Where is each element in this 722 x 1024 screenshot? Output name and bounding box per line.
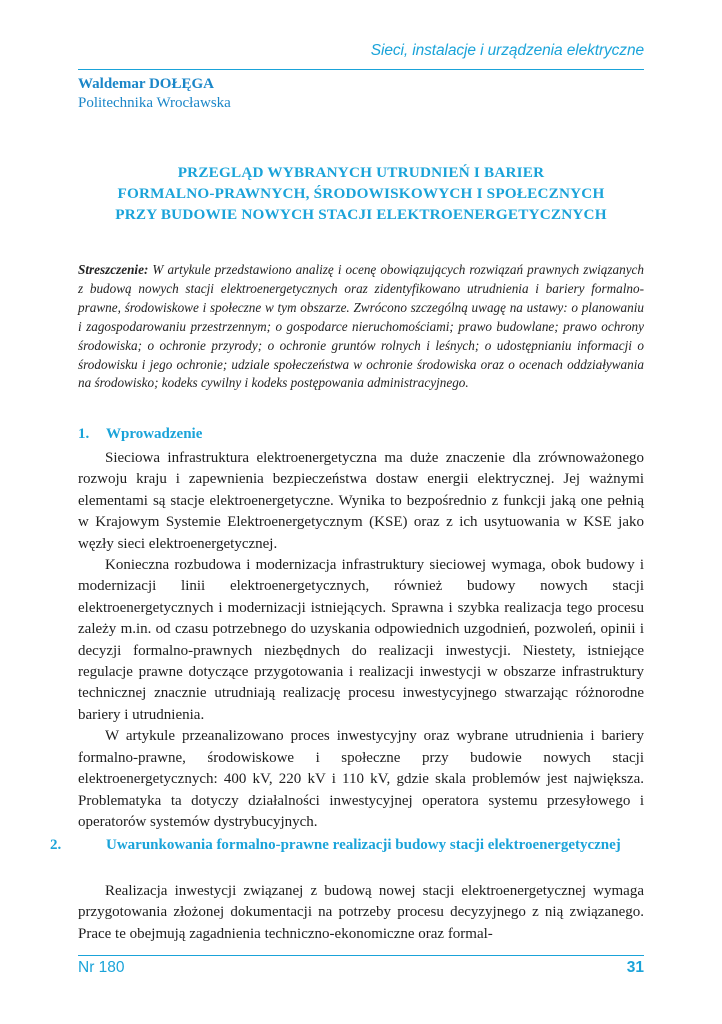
- title-line: PRZY BUDOWIE NOWYCH STACJI ELEKTROENERGETYCZNYCH: [115, 206, 607, 223]
- title-line: PRZEGLĄD WYBRANYCH UTRUDNIEŃ I BARIER: [177, 164, 545, 181]
- abstract-text: W artykule przedstawiono analizę i ocenę obowiązujących rozwiązań prawnych związanych z budową nowych stacji elektroenergetycznych oraz zidentyfikowano utrudnienia i bariery formalno-prawne, środowiskowe i społeczne w tym obszarze. Zwrócono szczególną uwagę na ustawy: o planowaniu i zagospodarowaniu przestrzennym; o gospodarce nieruchomościami; prawo budowlane; prawo ochrony środowiska; o ochronie przyrody; o ochronie gruntów rolnych i leśnych; o udostępnianiu informacji o środowisku i jego ochronie; udziale społeczeństwa w ochronie środowiska oraz o ocenach oddziaływania na środowisko; kodeks cywilny i kodeks postępowania administracyjnego.: [78, 262, 645, 391]
- header-rule: [78, 69, 644, 70]
- section-body: [78, 448, 644, 833]
- paragraph: Konieczna rozbudowa i modernizacja infrastruktury sieciowej wymaga, obok budowy i modernizacji linii elektroenergetycznych, również budowy nowych stacji elektroenergetycznych i modernizacji istniejących. Sprawna i szybka realizacja tego procesu zależy m.in. od czasu potrzebnego do uzyskania odpowiednich uzgodnień, pozwoleń, opinii i decyzji formalno-prawnych niezbędnych do realizacji inwestycji. Niestety, istniejące regulacje prawne dotyczące przygotowania i realizacji inwestycji w obszarze infrastruktury technicznej znacznie utrudniają realizację procesu inwestycyjnego stwarzając różnorodne bariery i utrudnienia.: [78, 557, 644, 723]
- section-heading: [50, 836, 644, 856]
- paragraph: Realizacja inwestycji związanej z budową nowej stacji elektroenergetycznej wymaga przygotowania złożonej dokumentacji na potrzeby procesu decyzyjnego z nią związanego. Prace te obejmują zagadnienia techniczno-ekonomiczne oraz formal-: [78, 883, 644, 942]
- journal-header: Sieci, instalacje i urządzenia elektryczne: [370, 42, 644, 59]
- abstract: [78, 261, 644, 393]
- article-title: [78, 162, 644, 225]
- section-heading: [78, 425, 644, 445]
- title-line: FORMALNO-PRAWNYCH, ŚRODOWISKOWYCH I SPOŁECZNYCH: [117, 185, 605, 202]
- author-name: Waldemar DOŁĘGA: [78, 76, 214, 92]
- issue-number: Nr 180: [78, 959, 125, 976]
- abstract-label: Streszczenie:: [78, 262, 149, 277]
- author-affiliation: Politechnika Wrocławska: [78, 95, 231, 111]
- section-title: Uwarunkowania formalno-prawne realizacji budowy stacji elektroenergetycznej: [106, 837, 621, 853]
- paragraph: W artykule przeanalizowano proces inwestycyjny oraz wybrane utrudnienia i bariery formalno-prawne, środowiskowe i społeczne przy budowie nowych stacji elektroenergetycznych: 400 kV, 220 kV i 110 kV, gdzie skala problemów jest największa. Problematyka ta dotyczy działalności inwestycyjnej operatora systemu przesyłowego i operatorów systemów dystrybucyjnych.: [78, 728, 644, 830]
- section-body: [78, 881, 644, 945]
- page-number: 31: [626, 959, 644, 976]
- section-number: 2.: [50, 837, 62, 853]
- section-title: Wprowadzenie: [106, 426, 203, 442]
- footer-rule: [78, 955, 644, 956]
- paragraph: Sieciowa infrastruktura elektroenergetyczna ma duże znaczenie dla zrównoważonego rozwoju kraju i zapewnienia bezpieczeństwa dostaw energii elektrycznej. Jej ważnymi elementami są stacje elektroenergetyczne. Wynika to bezpośrednio z funkcji jaką one pełnią w Krajowym Systemie Elektroenergetycznym (KSE) oraz z ich usytuowania w KSE jako węzły sieci elektroenergetycznej.: [78, 450, 644, 552]
- section-number: 1.: [78, 426, 90, 442]
